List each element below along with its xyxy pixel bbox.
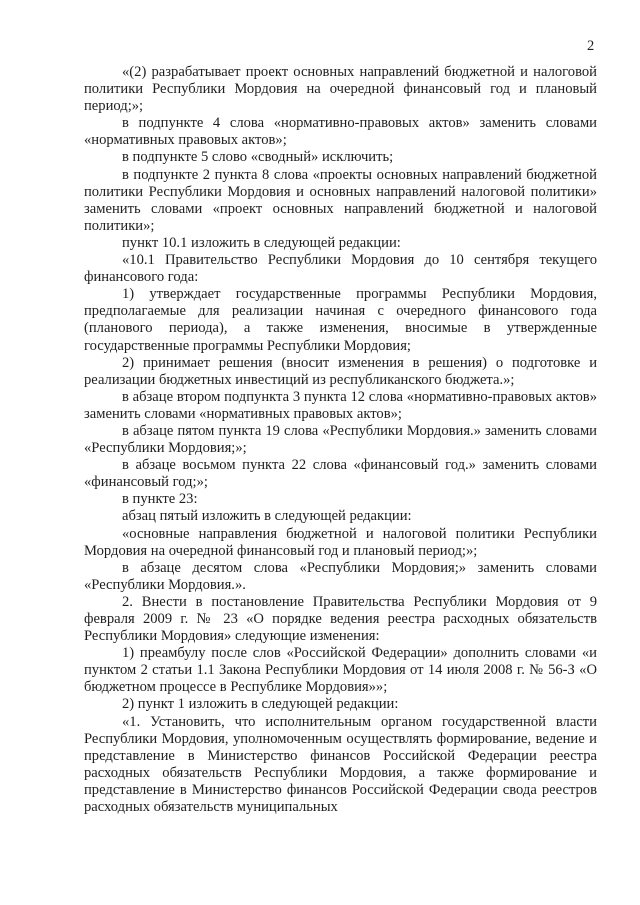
paragraph: 2) пункт 1 изложить в следующей редакции: (122, 696, 399, 713)
paragraph: 2. Внести в постановление Правительства Республики Мордовия от 9 февраля 2009 г. № 23 «О порядке ведения реестра расходных обязательств Республики Мордовия» следующие изменения: (84, 593, 597, 645)
paragraph: в пункте 23: (122, 491, 198, 508)
paragraph: 1) утверждает государственные программы Республики Мордовия, предполагаемые для реализации начиная с очередного финансового года (планового периода), а также изменения, вносимые в утвержденные государственные программы Республики Мордовия; (84, 286, 597, 354)
paragraph: в абзаце втором подпункта 3 пункта 12 слова «нормативно-правовых актов» заменить словами «нормативных правовых актов»; (84, 388, 597, 422)
paragraph: в абзаце десятом слова «Республики Мордовия;» заменить словами «Республики Мордовия.». (84, 559, 597, 593)
paragraph: абзац пятый изложить в следующей редакции: (122, 508, 412, 525)
paragraph: в абзаце восьмом пункта 22 слова «финансовый год.» заменить словами «финансовый год;»; (84, 457, 597, 491)
paragraph: в подпункте 4 слова «нормативно-правовых актов» заменить словами «нормативных правовых актов»; (84, 115, 597, 149)
paragraph: «основные направления бюджетной и налоговой политики Республики Мордовия на очередной финансовый год и плановый период;»; (84, 525, 597, 559)
paragraph: 2) принимает решения (вносит изменения в решения) о подготовке и реализации бюджетных инвестиций из республиканского бюджета.»; (84, 354, 597, 388)
paragraph: в подпункте 2 пункта 8 слова «проекты основных направлений бюджетной политики Республики Мордовия и основных направлений налоговой политики» заменить словами «проект основных направлений бюджетной и налоговой политики»; (84, 166, 597, 234)
paragraph: в подпункте 5 слово «сводный» исключить; (122, 149, 394, 166)
paragraph: 1) преамбулу после слов «Российской Федерации» дополнить словами «и пунктом 2 статьи 1.1 Закона Республики Мордовия от 14 июля 2008 г. № 56-З «О бюджетном процессе в Республике Мордовия»»; (84, 645, 597, 696)
paragraph: пункт 10.1 изложить в следующей редакции: (122, 234, 401, 251)
paragraph: «10.1 Правительство Республики Мордовия до 10 сентября текущего финансового года: (84, 252, 597, 286)
paragraph: «1. Установить, что исполнительным органом государственной власти Республики Мордовия, уполномоченным осуществлять формирование, ведение и представление в Министерство финансов Российской Федерации реестра расходных обязательств Республики Мордовия, а также формирование и представление в Министерство финансов Российской Федерации свода реестров расходных обязательств муниципальных (84, 713, 597, 816)
document-body (84, 64, 597, 816)
page-number: 2 (587, 38, 595, 54)
paragraph: «(2) разрабатывает проект основных направлений бюджетной и налоговой политики Республики Мордовия на очередной финансовый год и плановый период;»; (84, 64, 597, 115)
paragraph: в абзаце пятом пункта 19 слова «Республики Мордовия.» заменить словами «Республики Мордовия;»; (84, 422, 597, 457)
